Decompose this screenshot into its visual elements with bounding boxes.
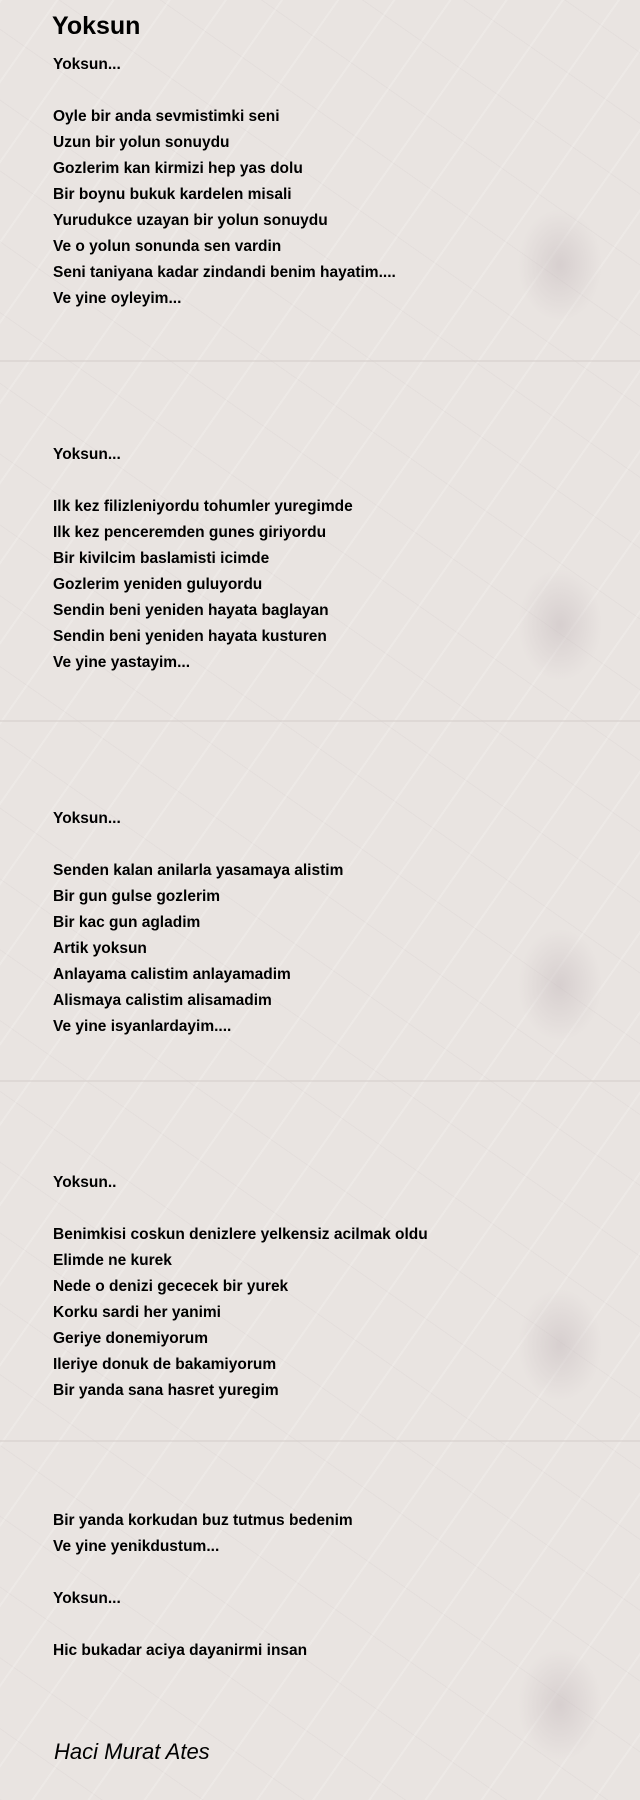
poem-line: Geriye donemiyorum xyxy=(53,1330,209,1347)
poem-blank-line xyxy=(53,1092,613,1118)
poem-line: Bir kivilcim baslamisti icimde xyxy=(53,550,270,567)
poem-blank-line xyxy=(53,1066,613,1092)
poem-line: Gozlerim yeniden guluyordu xyxy=(53,576,263,593)
poem-blank-line xyxy=(53,1456,613,1482)
poem-blank-line xyxy=(53,78,613,104)
poem-line: Uzun bir yolun sonuydu xyxy=(53,134,230,151)
poem-blank-line xyxy=(53,1404,613,1430)
poem-blank-line xyxy=(53,1560,613,1586)
poem-line: Alismaya calistim alisamadim xyxy=(53,992,272,1009)
poem-line: Nede o denizi gececek bir yurek xyxy=(53,1278,289,1295)
poem-line: Artik yoksun xyxy=(53,940,147,957)
poem-line: Hic bukadar aciya dayanirmi insan xyxy=(53,1642,308,1659)
poem-line: Bir yanda korkudan buz tutmus bedenim xyxy=(53,1512,353,1529)
poem-line: Elimde ne kurek xyxy=(53,1252,172,1269)
poem-line: Yoksun... xyxy=(53,1590,121,1607)
poem-line: Ve yine yenikdustum... xyxy=(53,1538,220,1555)
poem-line: Yurudukce uzayan bir yolun sonuydu xyxy=(53,212,328,229)
poem-line: Gozlerim kan kirmizi hep yas dolu xyxy=(53,160,303,177)
poem-blank-line xyxy=(53,468,613,494)
poem-line: Sendin beni yeniden hayata baglayan xyxy=(53,602,329,619)
poem-line: Bir kac gun agladim xyxy=(53,914,201,931)
poem-body xyxy=(53,52,613,1664)
poem-blank-line xyxy=(53,1040,613,1066)
poem-blank-line xyxy=(53,1196,613,1222)
poem-blank-line xyxy=(53,1482,613,1508)
poem-blank-line xyxy=(53,1430,613,1456)
poem-line: Ilk kez penceremden gunes giriyordu xyxy=(53,524,327,541)
poem-line: Yoksun... xyxy=(53,810,121,827)
poem-blank-line xyxy=(53,1612,613,1638)
poem-line: Bir yanda sana hasret yuregim xyxy=(53,1382,279,1399)
poem-line: Ve yine yastayim... xyxy=(53,654,191,671)
poem-line: Sendin beni yeniden hayata kusturen xyxy=(53,628,327,645)
poem-author: Haci Murat Ates xyxy=(54,1739,210,1764)
poem-line: Anlayama calistim anlayamadim xyxy=(53,966,291,983)
poem-blank-line xyxy=(53,338,613,364)
poem-blank-line xyxy=(53,416,613,442)
poem-title: Yoksun xyxy=(52,12,141,40)
poem-line: Ve yine isyanlardayim.... xyxy=(53,1018,232,1035)
poem-line: Yoksun... xyxy=(53,56,121,73)
poem-blank-line xyxy=(53,702,613,728)
poem-blank-line xyxy=(53,780,613,806)
poem-line: Korku sardi her yanimi xyxy=(53,1304,221,1321)
poem-blank-line xyxy=(53,1144,613,1170)
poem-line: Yoksun... xyxy=(53,446,121,463)
poem-line: Bir gun gulse gozlerim xyxy=(53,888,221,905)
poem-line: Ve o yolun sonunda sen vardin xyxy=(53,238,282,255)
poem-line: Benimkisi coskun denizlere yelkensiz acilmak oldu xyxy=(53,1226,428,1243)
poem-blank-line xyxy=(53,754,613,780)
poem-blank-line xyxy=(53,728,613,754)
poem-blank-line xyxy=(53,676,613,702)
poem-line: Ve yine oyleyim... xyxy=(53,290,182,307)
poem-blank-line xyxy=(53,832,613,858)
poem-blank-line xyxy=(53,1118,613,1144)
poem-blank-line xyxy=(53,390,613,416)
poem-line: Seni taniyana kadar zindandi benim hayatim.... xyxy=(53,264,396,281)
poem-blank-line xyxy=(53,312,613,338)
poem-line: Ileriye donuk de bakamiyorum xyxy=(53,1356,277,1373)
poem-line: Senden kalan anilarla yasamaya alistim xyxy=(53,862,344,879)
poem-blank-line xyxy=(53,364,613,390)
poem-line: Yoksun.. xyxy=(53,1174,117,1191)
poem-line: Ilk kez filizleniyordu tohumler yuregimde xyxy=(53,498,353,515)
poem-line: Bir boynu bukuk kardelen misali xyxy=(53,186,292,203)
poem-line: Oyle bir anda sevmistimki seni xyxy=(53,108,280,125)
